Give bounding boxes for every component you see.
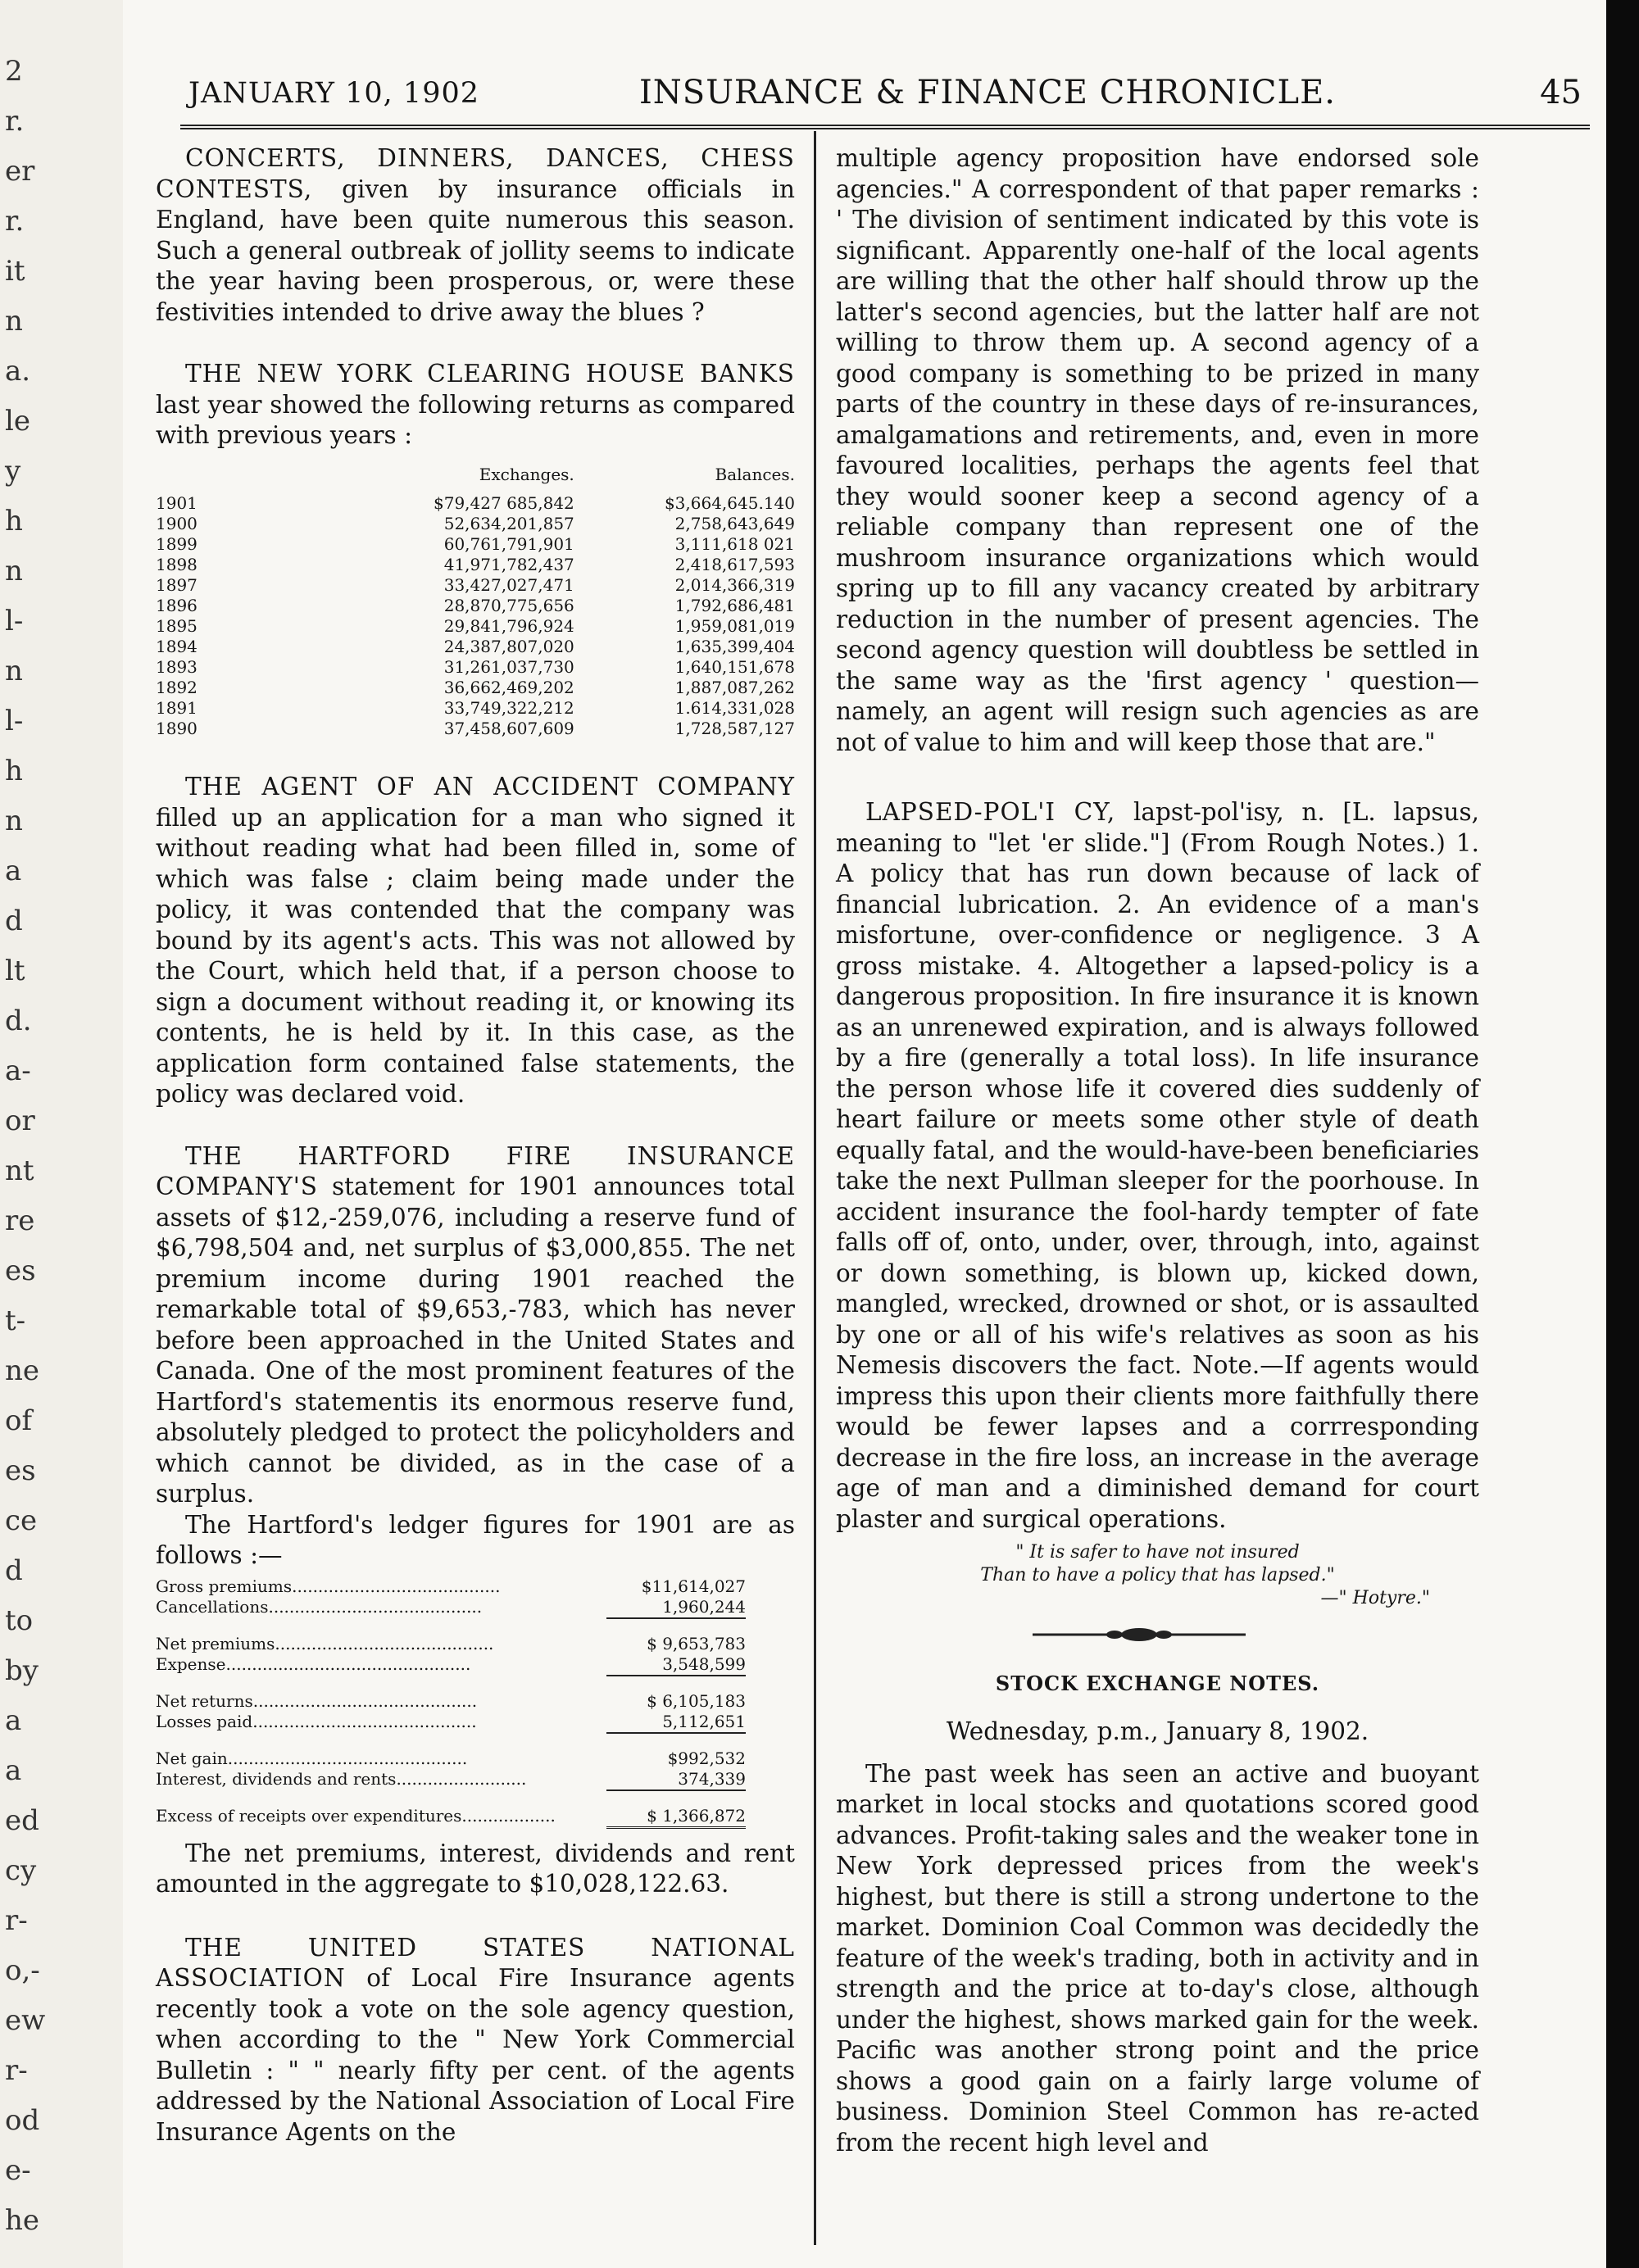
ledger-label: Net returns........................................... xyxy=(156,1690,478,1711)
ledger-label: Expense............................................... xyxy=(156,1654,471,1674)
ledger-row xyxy=(156,1634,746,1654)
clearing-balances: 2,014,366,319 xyxy=(674,575,795,595)
paragraph-concerts xyxy=(156,143,795,328)
ledger-row xyxy=(156,1597,746,1618)
stock-exchange-heading: STOCK EXCHANGE NOTES. xyxy=(995,1672,1320,1695)
margin-fragment: 2 xyxy=(5,55,23,88)
ledger-row xyxy=(156,1712,746,1733)
clearing-exchanges: 33,427,027,471 xyxy=(443,575,574,595)
margin-fragment: h xyxy=(5,755,23,787)
margin-fragment: n xyxy=(5,805,23,837)
header-rule xyxy=(180,125,1590,129)
ledger-amount: 5,112,651 xyxy=(606,1712,746,1733)
margin-fragment: o,- xyxy=(5,1954,40,1987)
clearing-year: 1890 xyxy=(156,719,197,738)
ledger-amount: $ 9,653,783 xyxy=(647,1633,746,1653)
paragraph-clearing-house xyxy=(156,359,795,451)
margin-fragment: a xyxy=(5,1754,22,1787)
margin-fragment: it xyxy=(5,255,25,288)
ledger-row xyxy=(156,1654,746,1676)
clearing-year: 1897 xyxy=(156,575,197,595)
clearing-row xyxy=(156,678,795,698)
body-accident-agent: filled up an application for a man who signed it without reading what had been filled in, some of which was false ; claim being made under the policy, it was contended that the company was bound by its agent's acts. This was not allowed by the Court, which held that, if a person choose to sign a document without reading it, or knowing its contents, he is held by it. In this case, as the application form contained false statements, the policy was declared void. xyxy=(156,803,795,1108)
margin-fragment: n xyxy=(5,305,23,338)
margin-fragment: nt xyxy=(5,1154,34,1187)
margin-fragment: h xyxy=(5,505,23,538)
hartford-ledger xyxy=(156,1576,746,1829)
body-national-association: of Local Fire Insurance agents recently took a vote on the sole agency question, when according to the " New York Commercial Bulletin : " " nearly fifty per cent. of the agents addressed by the National Association of Local Fire Insurance Agents on the xyxy=(156,1964,795,2146)
stock-dateline: Wednesday, p.m., January 8, 1902. xyxy=(946,1717,1369,1745)
clearing-house-table xyxy=(156,460,795,740)
margin-fragment: he xyxy=(5,2204,40,2237)
margin-fragment: e- xyxy=(5,2154,31,2187)
clearing-balances: 3,111,618 021 xyxy=(674,534,795,554)
clearing-balances: 1,792,686,481 xyxy=(674,596,795,615)
margin-fragment: l- xyxy=(5,605,24,637)
col-header-exchanges: Exchanges. xyxy=(479,464,574,484)
newspaper-page xyxy=(123,0,1606,2268)
margin-fragment: y xyxy=(5,455,21,488)
clearing-year: 1901 xyxy=(156,493,197,513)
margin-fragment: t- xyxy=(5,1304,26,1337)
ledger-label: Excess of receipts over expenditures.................. xyxy=(156,1806,556,1826)
ledger-row xyxy=(156,1769,746,1790)
ledger-row xyxy=(156,1806,746,1828)
page-header xyxy=(188,72,1582,121)
clearing-year: 1894 xyxy=(156,637,197,656)
clearing-year: 1900 xyxy=(156,514,197,533)
ledger-label: Interest, dividends and rents......................... xyxy=(156,1769,527,1789)
body-hartford: statement for 1901 announces total assets of $12,-259,076, including a reserve fund of $6,798,504 and, net surplus of $3,000,855. The net premium income during 1901 reached the remarkable total of $9,653,-783, which has never before been approached in the United States and Canada. One of the most prominent features of the Hartford's statementis its enormous reserve fund, absolutely pledged to protect the policyholders and which cannot be divided, as in the case of a surplus. xyxy=(156,1173,795,1508)
clearing-balances: 1,728,587,127 xyxy=(674,719,795,738)
lead-national-association: THE UNITED STATES NATIONAL ASSOCIATION xyxy=(156,1933,795,1992)
margin-fragment: es xyxy=(5,1254,36,1287)
clearing-balances: 2,418,617,593 xyxy=(674,555,795,574)
clearing-year: 1896 xyxy=(156,596,197,615)
body-lapsed-policy: lapst-pol'isy, n. [L. lapsus, meaning to "let 'er slide."] (From Rough Notes.) 1. A policy that has run down because of lack of financial lubrication. 2. An evidence of a man's misfortune, over-confidence or negligence. 3 A gross mistake. 4. Altogether a lapsed-policy is a dangerous proposition. In fire insurance it is known as an unrenewed expiration, and is always followed by a fire (generally a total loss). In life insurance the person whose life it covered dies suddenly of heart failure or meets some other style of death equally fatal, and the would-have-been beneficiaries take the next Pullman sleeper for the poorhouse. In accident insurance the fool-hardy tempter of fate falls off of, onto, under, over, through, into, against or down something, is blown up, kicked down, mangled, wrecked, drowned or shot, or is assaulted by one or all of his wife's relatives as soon as his Nemesis discovers the fact. Note.—If agents would impress this upon their clients more faithfully there would be fewer lapses and a corrresponding decrease in the fire loss, an increase in the average age of man and a diminished demand for court plaster and surgical operations. xyxy=(836,798,1479,1533)
clearing-exchanges: 31,261,037,730 xyxy=(443,657,574,677)
margin-fragment: r- xyxy=(5,2054,28,2087)
margin-fragment: er xyxy=(5,155,35,188)
lead-concerts: CONCERTS, DINNERS, DANCES, CHESS CONTESTS, xyxy=(156,144,795,203)
margin-fragment: l- xyxy=(5,705,24,737)
quote-block xyxy=(836,1541,1479,1610)
clearing-balances: 1,635,399,404 xyxy=(674,637,795,656)
adjacent-page-margin xyxy=(0,0,123,2268)
clearing-row xyxy=(156,534,795,555)
quote-line-1: " It is safer to have not insured xyxy=(1015,1542,1300,1563)
ledger-row xyxy=(156,1691,746,1712)
ledger-amount: $ 1,366,872 xyxy=(606,1806,746,1828)
clearing-row xyxy=(156,596,795,616)
margin-fragment: r- xyxy=(5,1904,28,1937)
clearing-row xyxy=(156,555,795,575)
clearing-exchanges: 41,971,782,437 xyxy=(443,555,574,574)
clearing-year: 1898 xyxy=(156,555,197,574)
ledger-label: Gross premiums........................................ xyxy=(156,1576,501,1596)
lead-lapsed-policy: LAPSED-POL'I CY, xyxy=(865,798,1116,826)
paragraph-ledger-intro: The Hartford's ledger figures for 1901 are as follows :— xyxy=(156,1510,795,1569)
ledger-row xyxy=(156,1576,746,1597)
clearing-balances: 1,640,151,678 xyxy=(674,657,795,677)
margin-fragment: of xyxy=(5,1404,33,1437)
margin-fragment: ce xyxy=(5,1504,38,1537)
lead-clearing-house: THE NEW YORK CLEARING HOUSE BANKS xyxy=(185,360,795,388)
clearing-balances: 1,959,081,019 xyxy=(674,616,795,636)
clearing-year: 1895 xyxy=(156,616,197,636)
margin-fragment: d xyxy=(5,1554,23,1587)
header-date: JANUARY 10, 1902 xyxy=(188,77,479,110)
clearing-exchanges: 33,749,322,212 xyxy=(443,698,574,718)
margin-fragment: n xyxy=(5,555,23,587)
clearing-exchanges: 24,387,807,020 xyxy=(443,637,574,656)
page-number: 45 xyxy=(1540,74,1582,111)
clearing-year: 1899 xyxy=(156,534,197,554)
margin-fragment: r. xyxy=(5,205,25,238)
ornament-rule xyxy=(1033,1625,1246,1644)
ledger-amount: $992,532 xyxy=(667,1748,746,1768)
margin-fragment: cy xyxy=(5,1854,37,1887)
margin-fragment: to xyxy=(5,1604,34,1637)
clearing-year: 1892 xyxy=(156,678,197,697)
ledger-amount: $ 6,105,183 xyxy=(647,1690,746,1711)
margin-fragment: r. xyxy=(5,105,25,138)
paragraph-lapsed-policy xyxy=(836,797,1479,1535)
paragraph-stock-notes: The past week has seen an active and buoyant market in local stocks and quotations scored good advances. Profit-taking sales and the weaker tone in New York depressed prices from the week's highest, but there is still a strong undertone to the market. Dominion Coal Common was decidedly the feature of the week's trading, both in activity and in strength and the price at to-day's close, although under the highest, shows marked gain for the week. Pacific was another strong point and the price shows a good gain on a fairly large volume of business. Dominion Steel Common has re-acted from the recent high level and xyxy=(836,1759,1479,2157)
margin-fragment: ew xyxy=(5,2004,46,2037)
clearing-row xyxy=(156,657,795,678)
margin-fragment: ne xyxy=(5,1354,40,1387)
clearing-exchanges: $79,427 685,842 xyxy=(434,493,574,513)
margin-fragment: n xyxy=(5,655,23,687)
clearing-year: 1893 xyxy=(156,657,197,677)
column-rule xyxy=(814,131,816,2245)
margin-fragment: a xyxy=(5,1704,22,1737)
paragraph-national-association xyxy=(156,1933,795,2148)
margin-fragment: ed xyxy=(5,1804,39,1837)
margin-fragment: or xyxy=(5,1105,35,1137)
clearing-balances: $3,664,645.140 xyxy=(664,493,795,513)
margin-fragment: le xyxy=(5,405,30,438)
body-concerts: given by insurance officials in England, have been quite numerous this season. Such a general outbreak of jollity seems to indicate the year having been prosperous, or, were these festivities intended to drive away the blues ? xyxy=(156,175,795,326)
lead-accident-agent: THE AGENT OF AN ACCIDENT COMPANY xyxy=(185,773,795,801)
clearing-balances: 1.614,331,028 xyxy=(674,698,795,718)
clearing-row xyxy=(156,616,795,637)
quote-line-2: Than to have a policy that has lapsed." xyxy=(980,1565,1335,1585)
clearing-exchanges: 60,761,791,901 xyxy=(443,534,574,554)
right-column xyxy=(836,143,1479,1610)
clearing-balances: 2,758,643,649 xyxy=(674,514,795,533)
ledger-row xyxy=(156,1749,746,1769)
clearing-row xyxy=(156,698,795,719)
quote-attribution: —" Hotyre." xyxy=(1320,1588,1430,1608)
paragraph-agency-continued: multiple agency proposition have endorsed sole agencies." A correspondent of that paper remarks : ' The division of sentiment indicated by this vote is significant. Apparently one-half of the local agents are willing that the other half should throw up the latter's second agencies, but the latter half are not willing to throw them up. A second agency of a good company is something to be prized in many parts of the country in these days of re-insurances, amalgamations and retirements, and, even in more favoured localities, perhaps the agents feel that they would sooner keep a second agency of a reliable company than represent one of the mushroom insurance organizations which would spring up to fill any vacancy created by arbitrary reduction in the number of present agencies. The second agency question will doubtless be settled in the same way as the 'first agency ' question—namely, an agent will resign such agencies as are not of value to him and will keep those that are." xyxy=(836,144,1479,756)
clearing-row xyxy=(156,575,795,596)
clearing-exchanges: 28,870,775,656 xyxy=(443,596,574,615)
clearing-exchanges: 29,841,796,924 xyxy=(443,616,574,636)
margin-fragment: re xyxy=(5,1204,35,1237)
margin-fragment: by xyxy=(5,1654,39,1687)
ledger-amount: 374,339 xyxy=(606,1769,746,1790)
ledger-amount: 3,548,599 xyxy=(606,1654,746,1676)
ledger-label: Losses paid........................................... xyxy=(156,1712,477,1731)
clearing-exchanges: 52,634,201,857 xyxy=(443,514,574,533)
paragraph-accident-agent xyxy=(156,772,795,1110)
clearing-row xyxy=(156,514,795,534)
col-header-balances: Balances. xyxy=(715,464,795,484)
margin-fragment: lt xyxy=(5,955,25,987)
margin-fragment: a- xyxy=(5,1055,31,1087)
clearing-row xyxy=(156,493,795,514)
clearing-exchanges: 36,662,469,202 xyxy=(443,678,574,697)
clearing-row xyxy=(156,719,795,739)
body-clearing-house: last year showed the following returns as compared with previous years : xyxy=(156,390,795,449)
paragraph-hartford xyxy=(156,1141,795,1510)
ledger-amount: 1,960,244 xyxy=(606,1597,746,1618)
stock-notes-column xyxy=(836,1717,1479,2158)
lead-hartford: THE HARTFORD FIRE INSURANCE COMPANY'S xyxy=(156,1141,795,1200)
clearing-year: 1891 xyxy=(156,698,197,718)
ledger-label: Cancellations......................................... xyxy=(156,1597,483,1617)
margin-fragment: es xyxy=(5,1454,36,1487)
margin-fragment: od xyxy=(5,2104,40,2137)
clearing-balances: 1,887,087,262 xyxy=(674,678,795,697)
margin-fragment: d. xyxy=(5,1005,32,1037)
clearing-row xyxy=(156,637,795,657)
margin-fragment: a. xyxy=(5,355,31,388)
clearing-exchanges: 37,458,607,609 xyxy=(443,719,574,738)
paragraph-aggregate: The net premiums, interest, dividends and rent amounted in the aggregate to $10,028,122.63. xyxy=(156,1839,795,1898)
ledger-amount: $11,614,027 xyxy=(641,1576,746,1596)
left-column xyxy=(156,143,795,2148)
ledger-label: Net premiums.......................................... xyxy=(156,1633,494,1653)
ledger-label: Net gain.............................................. xyxy=(156,1748,468,1768)
margin-fragment: d xyxy=(5,905,23,937)
margin-fragment: a xyxy=(5,855,22,887)
publication-title: INSURANCE & FINANCE CHRONICLE. xyxy=(639,74,1336,111)
